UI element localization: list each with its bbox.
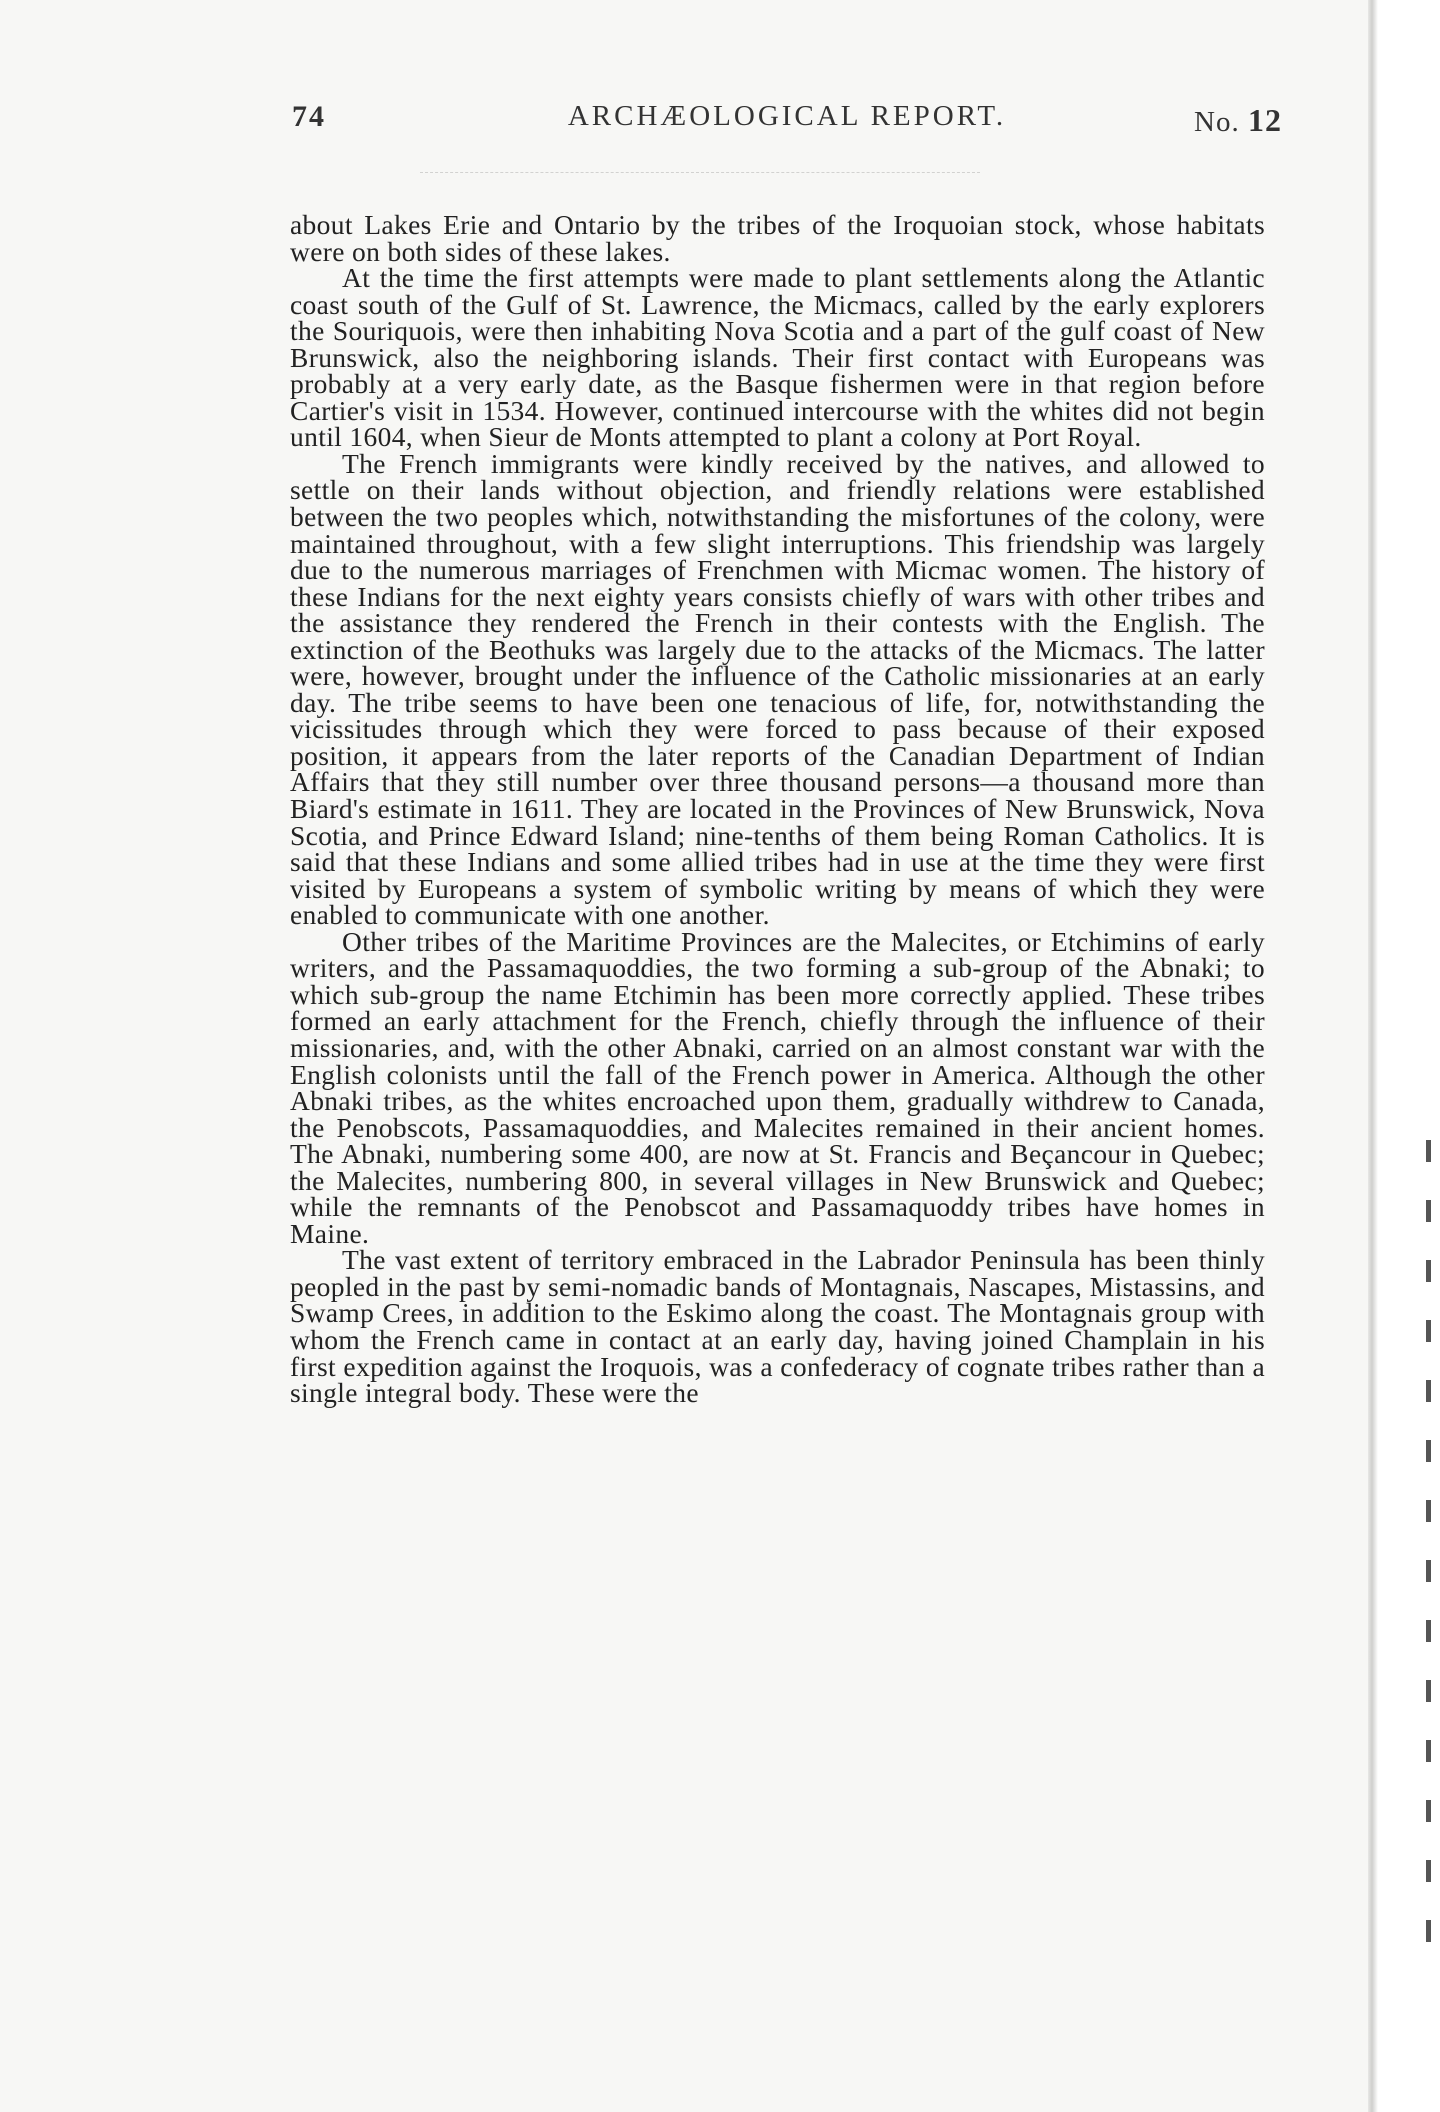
paragraph-1: about Lakes Erie and Ontario by the tribes of the Iroquoian stock, whose habitats were on both sides of these lakes. (290, 209, 1265, 267)
paragraph-5: The vast extent of territory embraced in the Labrador Peninsula has been thinly peopled in the past by semi-nomadic bands of Montagnais, Nascapes, Mistassins, and Swamp Crees, in addition to the Eskimo along the coast. The Montagnais group with whom the French came in contact at an early day, having joined Champlain in his first expedition against the Iroquois, was a confederacy of cognate tribes rather than a single integral body. These were the (290, 1244, 1265, 1409)
page-number: 74 (292, 100, 326, 133)
body-text (290, 209, 1265, 1409)
paragraph-3: The French immigrants were kindly received by the natives, and allowed to settle on their lands without objection, and friendly relations were established between the two peoples which, notwithstanding the misfortunes of the colony, were maintained throughout, with a few slight interruptions. This friendship was largely due to the numerous marriages of Frenchmen with Micmac women. The history of these Indians for the next eighty years consists chiefly of wars with other tribes and the assistance they rendered the French in their contests with the English. The extinction of the Beothuks was largely due to the attacks of the Micmacs. The latter were, however, brought under the influence of the Catholic missionaries at an early day. The tribe seems to have been one tenacious of life, for, notwithstanding the vicissitudes through which they were forced to pass because of their exposed position, it appears from the later reports of the Canadian Department of Indian Affairs that they still number over three thousand persons—a thousand more than Biard's estimate in 1611. They are located in the Provinces of New Brunswick, Nova Scotia, and Prince Edward Island; nine-tenths of them being Roman Catholics. It is said that these Indians and some allied tribes had in use at the time they were first visited by Europeans a system of symbolic writing by means of which they were enabled to communicate with one another. (290, 447, 1265, 931)
running-title: ARCHÆOLOGICAL REPORT. (567, 100, 1007, 132)
issue-prefix: No. (1194, 106, 1240, 138)
adjacent-page-text-fragments (1426, 1140, 1436, 1960)
header-rule (420, 172, 980, 174)
paragraph-4: Other tribes of the Maritime Provinces are the Malecites, or Etchimins of early writers, and the Passamaquoddies, the two forming a sub-group of the Abnaki; to which sub-group the name Etchimin has been more correctly applied. These tribes formed an early attachment for the French, chiefly through the influence of their missionaries, and, with the other Abnaki, carried on an almost constant war with the English colonists until the fall of the French power in America. Although the other Abnaki tribes, as the whites encroached upon them, gradually withdrew to Canada, the Penobscots, Passamaquoddies, and Malecites remained in their ancient homes. The Abnaki, numbering some 400, are now at St. Francis and Beçancour in Quebec; the Malecites, numbering 800, in several villages in New Brunswick and Quebec; while the remnants of the Penobscot and Passamaquoddy tribes have homes in Maine. (290, 925, 1265, 1249)
page-header (292, 100, 1282, 150)
issue-number (1194, 102, 1282, 139)
paragraph-2: At the time the first attempts were made to plant settlements along the Atlantic coast south of the Gulf of St. Lawrence, the Micmacs, called by the early explorers the Souriquois, were then inhabiting Nova Scotia and a part of the gulf coast of New Brunswick, also the neighboring islands. Their first contact with Europeans was probably at a very early date, as the Basque fishermen were in that region before Cartier's visit in 1534. However, continued intercourse with the whites did not begin until 1604, when Sieur de Monts attempted to plant a colony at Port Royal. (290, 262, 1265, 453)
issue-number-value: 12 (1248, 102, 1282, 138)
